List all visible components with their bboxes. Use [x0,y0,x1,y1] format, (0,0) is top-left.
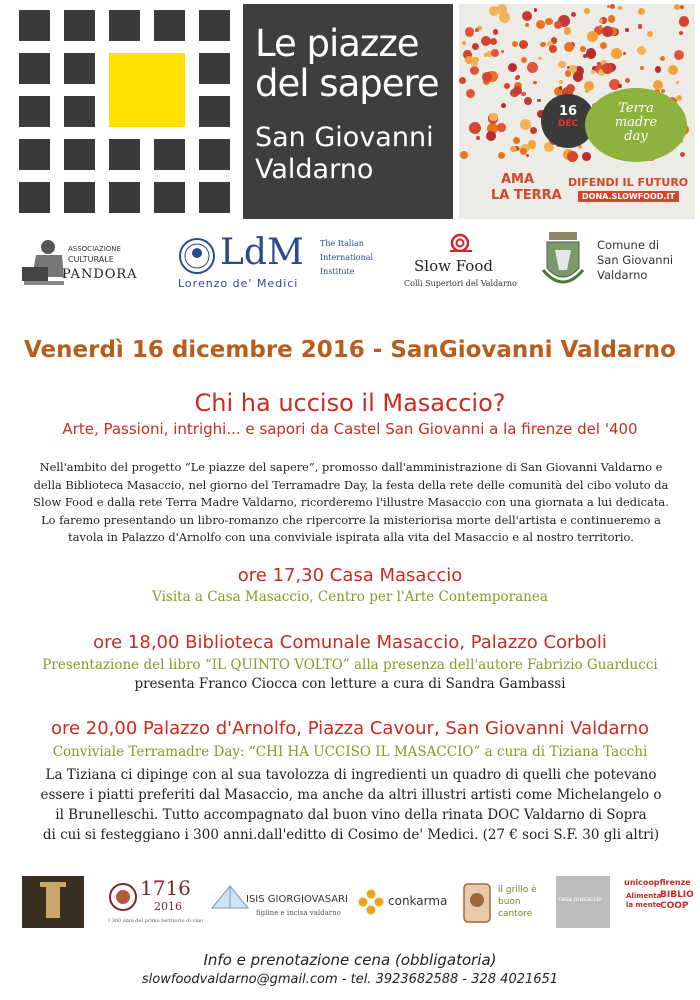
map-dot [533,81,537,85]
map-dot [501,50,504,53]
map-dot [647,31,653,37]
map-dot [571,12,577,18]
grid-square [199,96,230,127]
map-dot [520,119,531,130]
terra-madre-day-logo [585,88,687,162]
map-dot [504,83,510,89]
map-dot [530,127,537,134]
map-dot [466,89,475,98]
comune-line-1: Comune di [597,238,660,252]
map-dot [513,86,522,95]
s3-line-2: essere i piatti preferiti dal Masaccio, ma anche da altri illustri artisti come Michelangelo o [40,787,662,803]
grid-square [199,53,230,84]
map-dot [653,80,663,90]
map-dot [462,41,466,45]
map-dot [584,81,594,91]
sponsor-dark-logo [22,876,84,928]
ldm-side-1: The Italian [320,239,364,248]
grid-square [19,139,50,170]
pyramid-icon [210,884,250,910]
event-subtitle: Arte, Passioni, intrighi... e sapori da Castel San Giovanni a la firenze del '400 [62,420,638,438]
map-dot [602,63,613,74]
comune-line-2: San Giovanni [597,253,674,267]
grid-square [64,53,95,84]
unicoop-line-1: Alimenta [626,892,662,900]
intro-line-5: tavola in Palazzo d'Arnolfo con una conviviale ispirata alla vita del Masaccio e al nostro territorio. [68,530,634,544]
map-dot [482,72,492,82]
pandora-line-1: ASSOCIAZIONE [68,245,121,253]
badge-icon [462,882,492,924]
seal-icon [108,882,138,912]
tm-logo-line-1: Terra [618,101,654,116]
map-dot [527,62,538,73]
grid-square [64,96,95,127]
map-dot [508,63,517,72]
map-dot [534,8,538,12]
title-line-1: Le piazze [255,22,419,65]
map-dot [680,5,684,9]
map-dot [459,77,466,84]
tm-logo-line-3: day [624,129,648,144]
map-dot [567,151,578,162]
map-dot [676,95,682,101]
intro-line-4: Lo faremo presentando un libro-romanzo che ripercorre la misteriorisa morte dell'artista e continueremo a [41,512,661,527]
map-dot [668,65,678,75]
casa-masaccio-text: casa masaccio [558,896,602,903]
isis-name: ISIS GIORGIOVASARI [246,894,348,905]
schedule-1-title: ore 17,30 Casa Masaccio [237,565,463,586]
map-dot [655,66,661,72]
map-dot [582,152,591,161]
column-icon [22,876,84,928]
sponsor-1716-logo [108,876,204,928]
map-dot [599,25,602,28]
grid-square [109,10,140,41]
map-dot [526,154,529,157]
map-dot [679,16,689,26]
map-dot [578,145,582,149]
map-dot [558,61,566,69]
ldm-name: Lorenzo de' Medici [178,277,299,290]
difendi-text: DIFENDI IL FUTURO [568,176,689,189]
map-dot [524,97,532,105]
grillo-line-3: cantore [498,909,533,919]
map-dot [489,113,497,121]
map-dot [564,27,571,34]
map-dot [469,122,481,134]
grid-square [109,182,140,213]
pandora-line-3: PANDORA [62,267,138,282]
s3-line-4: di cui si festeggiano i 300 anni.dall'editto di Cosimo de' Medici. (27 € soci S.F. 30 gli altri) [42,827,660,843]
comune-logo [541,230,691,298]
ldm-medallion-icon [178,237,216,275]
grid-square [199,10,230,41]
title-line-3: San Giovanni [255,122,434,153]
sponsor-isis-logo [208,876,348,928]
sponsor-unicoop-logo [624,876,694,928]
map-dot [591,70,595,74]
map-dot [564,42,574,52]
map-dot [525,23,529,27]
unicoop-name: unicoopfirenze [624,878,691,887]
s1716-year2: 2016 [154,900,182,913]
map-dot [599,19,603,23]
map-dot [540,42,545,47]
map-dot [519,40,529,50]
map-dot [522,11,532,21]
schedule-1-sub: Visita a Casa Masaccio, Centro per l'Arte Contemporanea [152,589,548,605]
map-dot [679,31,683,35]
pandora-line-2: CULTURALE [68,255,114,264]
date-badge-day: 16 [558,104,578,119]
map-dot [680,152,685,157]
ldm-side-2: International [320,253,374,262]
sponsor-conkarma-logo [358,876,450,928]
isis-sub: figline e incisa valdarno [256,909,341,917]
schedule-2-title: ore 18,00 Biblioteca Comunale Masaccio, Palazzo Corboli [93,632,607,653]
s1716-note: I 300 anni del primo territorio di vino [108,918,204,924]
map-dot [559,86,562,89]
map-dot [638,8,645,15]
map-dot [676,81,679,84]
s1716-year: 1716 [140,876,191,900]
map-dot [623,52,626,55]
grid-square [64,182,95,213]
map-dot [498,152,505,159]
coat-of-arms-icon [541,230,585,296]
map-dot [521,57,527,63]
map-dot [489,6,499,16]
grid-square [154,182,185,213]
map-dot [637,46,646,55]
map-dot [513,137,520,144]
ldm-logo [178,233,388,293]
map-dot [625,78,630,83]
grid-square [199,139,230,170]
grid-square [64,10,95,41]
map-dot [618,84,622,88]
event-headline: Chi ha ucciso il Masaccio? [194,389,506,417]
grid-square [19,182,50,213]
s3-line-1: La Tiziana ci dipinge con al sua tavolozza di ingredienti un quadro di quelli che potevano [45,767,657,783]
map-dot [465,56,473,64]
map-dot [472,43,479,50]
unicoop-line-3: BIBLIO [660,890,694,900]
map-dot [497,123,505,131]
map-dot [537,99,541,103]
map-dot [610,4,615,9]
map-dot [608,15,615,22]
map-dot [640,66,644,70]
map-dot [625,28,629,32]
map-dot [538,57,542,61]
unicoop-line-2: la mente [626,901,661,909]
map-dot [481,36,491,46]
map-dot [510,146,516,152]
map-dot [600,42,607,49]
sponsor-casa-masaccio-logo [556,876,610,928]
grid-square [64,139,95,170]
map-dot [618,6,622,10]
schedule-2-sub: Presentazione del libro “IL QUINTO VOLTO” alla presenza dell'autore Fabrizio Guarducci [42,657,658,673]
date-badge-month: DEC [557,119,579,129]
map-dot [475,28,479,32]
grid-square [199,182,230,213]
map-dot [465,27,474,36]
map-dot [638,24,642,28]
intro-line-1: Nell'ambito del progetto “Le piazze del sapere”, promosso dall'amministrazione di San Giovanni Valdarno e [39,460,663,474]
map-dot [586,48,596,58]
grid-yellow-block [109,53,185,127]
flower-icon [358,889,384,915]
map-dot [569,65,576,72]
map-dot [549,45,557,53]
grid-square [154,139,185,170]
schedule-3-title: ore 20,00 Palazzo d'Arnolfo, Piazza Cavour, San Giovanni Valdarno [50,718,650,739]
map-dot [493,29,498,34]
map-dot [460,151,469,160]
intro-line-3: Slow Food e dalla rete Terra Madre Valdarno, ricorderemo l'illustre Masaccio con una giornata a lui dedicata. [33,495,669,509]
grillo-line-1: il grillo è [498,885,537,895]
grid-square [154,10,185,41]
map-dot [674,4,680,10]
ldm-mark: LdM [220,232,304,273]
s3-line-3: il Brunelleschi. Tutto accompagnato dal buon vino della rinata DOC Valdarno di Sopra [55,807,647,823]
comune-line-3: Valdarno [597,268,648,282]
title-line-4: Valdarno [255,154,374,185]
map-dot [491,49,500,58]
tm-logo-line-2: madre [614,115,658,130]
map-dot [501,103,506,108]
la-terra-text: LA TERRA [491,188,562,203]
title-line-2: del sapere [255,62,439,105]
grid-square [19,10,50,41]
slowfood-logo [404,233,524,293]
slowfood-sub: Colli Superiori del Valdarno [404,279,517,288]
project-title-box [243,4,453,219]
grid-square [19,96,50,127]
map-dot [584,8,590,14]
schedule-3-sub: Conviviale Terramadre Day: “CHI HA UCCISO IL MASACCIO” a cura di Tiziana Tacchi [52,744,648,760]
map-dot [521,92,525,96]
schedule-3-description [14,765,688,845]
map-dot [536,20,545,29]
map-dot [512,41,518,47]
map-dot [545,18,553,26]
ama-text: AMA [501,172,535,187]
map-dot [554,21,562,29]
snail-icon [448,233,474,253]
map-dot [515,76,519,80]
ldm-side-3: Institute [320,267,355,276]
map-dot [587,31,598,42]
map-dot [660,56,665,61]
map-dot [486,131,496,141]
grid-square [109,139,140,170]
pandora-logo [22,233,138,293]
map-dot [559,80,563,84]
map-dot [597,62,601,66]
unicoop-line-4: COOP [660,901,689,911]
schedule-2-text: presenta Franco Ciocca con letture a cura di Sandra Gambassi [134,676,566,692]
piazze-grid-logo [12,4,237,219]
info-title: Info e prenotazione cena (obbligatoria) [203,951,497,969]
map-dot [566,84,575,93]
event-date-line: Venerdì 16 dicembre 2016 - SanGiovanni Valdarno [24,337,676,363]
intro-line-2: della Biblioteca Masaccio, nel giorno del Terramadre Day, la festa della rete delle comunità del cibo voluto da [33,477,669,492]
grid-square [19,53,50,84]
map-dot [476,136,480,140]
map-dot [674,50,685,61]
map-dot [470,66,479,75]
contact-line: slowfoodvaldarno@gmail.com - tel. 3923682588 - 328 4021651 [141,972,559,987]
intro-paragraph [14,459,688,547]
conkarma-text: conkarma [388,894,448,908]
sponsor-grillo-logo [462,876,542,928]
grillo-line-2: buon [498,897,521,907]
pandora-figure-icon [22,237,66,289]
map-dot [611,48,621,58]
dona-badge: DONA.SLOWFOOD.IT [578,191,679,202]
slowfood-name: Slow Food [414,257,493,275]
